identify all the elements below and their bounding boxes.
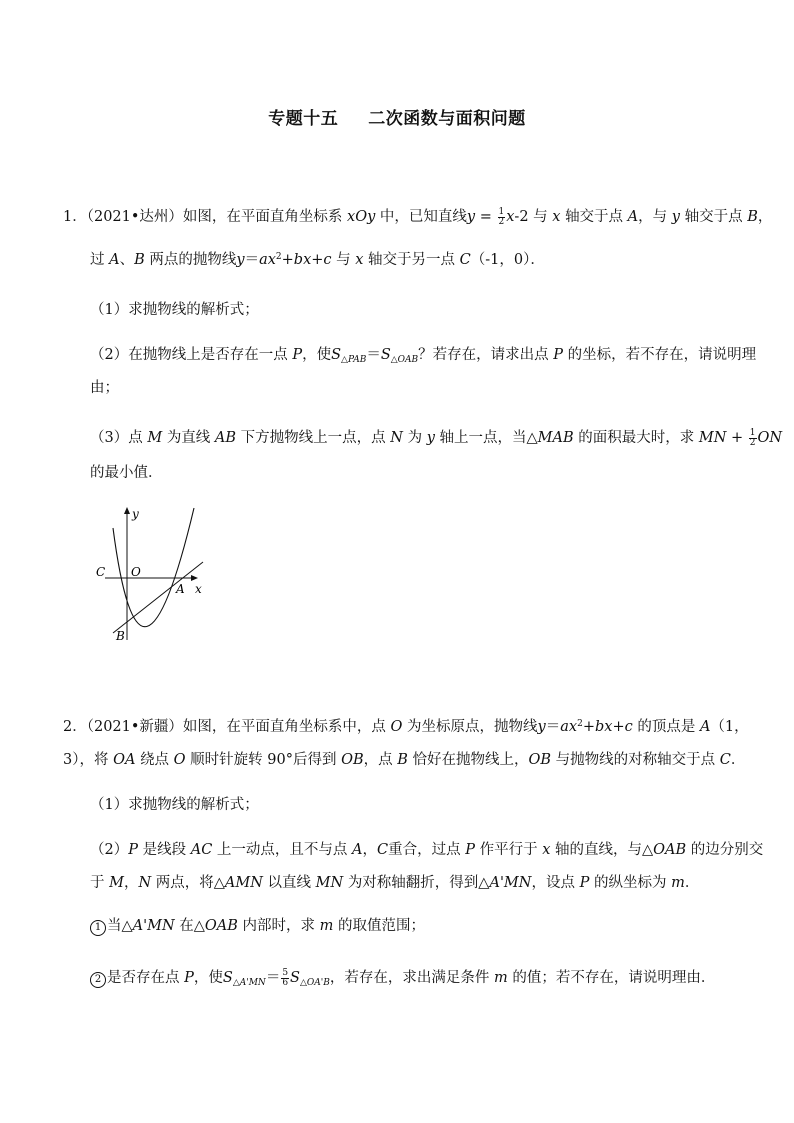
label-x: x	[195, 582, 202, 596]
q1-sub2-cont: 由；	[90, 380, 119, 396]
q1-sub1: （1）求抛物线的解析式；	[90, 302, 259, 318]
q2-case2: 2 是否存在点 P，使$S_{\triangle A'MN}=$ $\frac{5}{6}$ $S_{\triangle OA'B}$，若存在，求出满足条件 m 的值；若不存在，请说明理由．	[90, 968, 715, 988]
q2-sub1: （1）求抛物线的解析式；	[90, 797, 259, 813]
circled-two: 2	[90, 972, 106, 988]
q2-sub2: （2）P 是线段 AC 上一动点，且不与点 A，C重合，过点 P 作平行于 x 轴的直线，与△OAB 的边分别交	[90, 842, 764, 858]
label-o: O	[131, 565, 141, 579]
circled-one: 1	[90, 920, 106, 936]
q2-sub2-cont: 于 M，N 两点，将△AMN 以直线 MN 为对称轴翻折，得到△A'MN，设点 P 的纵坐标为 m．	[90, 875, 700, 891]
label-y: y	[132, 507, 139, 521]
label-a: A	[176, 582, 185, 596]
label-b: B	[116, 629, 125, 643]
parabola-curve	[113, 508, 194, 627]
page-title: 专题十五 二次函数与面积问题	[268, 109, 526, 129]
q2-line2: 3），将 OA 绕点 O 顺时针旋转 90°后得到 OB，点 B 恰好在抛物线上，OB 与抛物线的对称轴交于点 C．	[63, 752, 746, 768]
q1-line2: 过 A、B 两点的抛物线$y=ax^2+bx+c$ 与 x 轴交于另一点 C（-1，0）．	[90, 252, 545, 268]
q1-sub2: （2）在抛物线上是否存在一点 P，使$S_{\triangle PAB}=S_{\triangle OAB}$？若存在，请求出点 P 的坐标，若不存在，请说明理	[90, 347, 757, 365]
q2-line1: 2．（2021•新疆）如图，在平面直角坐标系中，点 O 为坐标原点，抛物线$y=ax^2+bx+c$ 的顶点是 A（1，	[63, 719, 749, 735]
q1-line1: 1．（2021•达州）如图，在平面直角坐标系 xOy 中，已知直线y = $\frac{1}{2}$ x-2 与 x 轴交于点 A，与 y 轴交于点 B，	[63, 206, 773, 227]
q2-case1: 1 当△A'MN 在△OAB 内部时，求 m 的取值范围；	[90, 916, 425, 936]
label-c: C	[96, 565, 106, 579]
q1-sub3: （3）点 M 为直线 AB 下方抛物线上一点，点 N 为 y 轴上一点，当△MAB 的面积最大时，求 MN + $\frac{1}{2}$ ON	[90, 427, 783, 448]
parabola-figure	[85, 500, 215, 650]
q1-sub3-cont: 的最小值．	[90, 465, 163, 481]
